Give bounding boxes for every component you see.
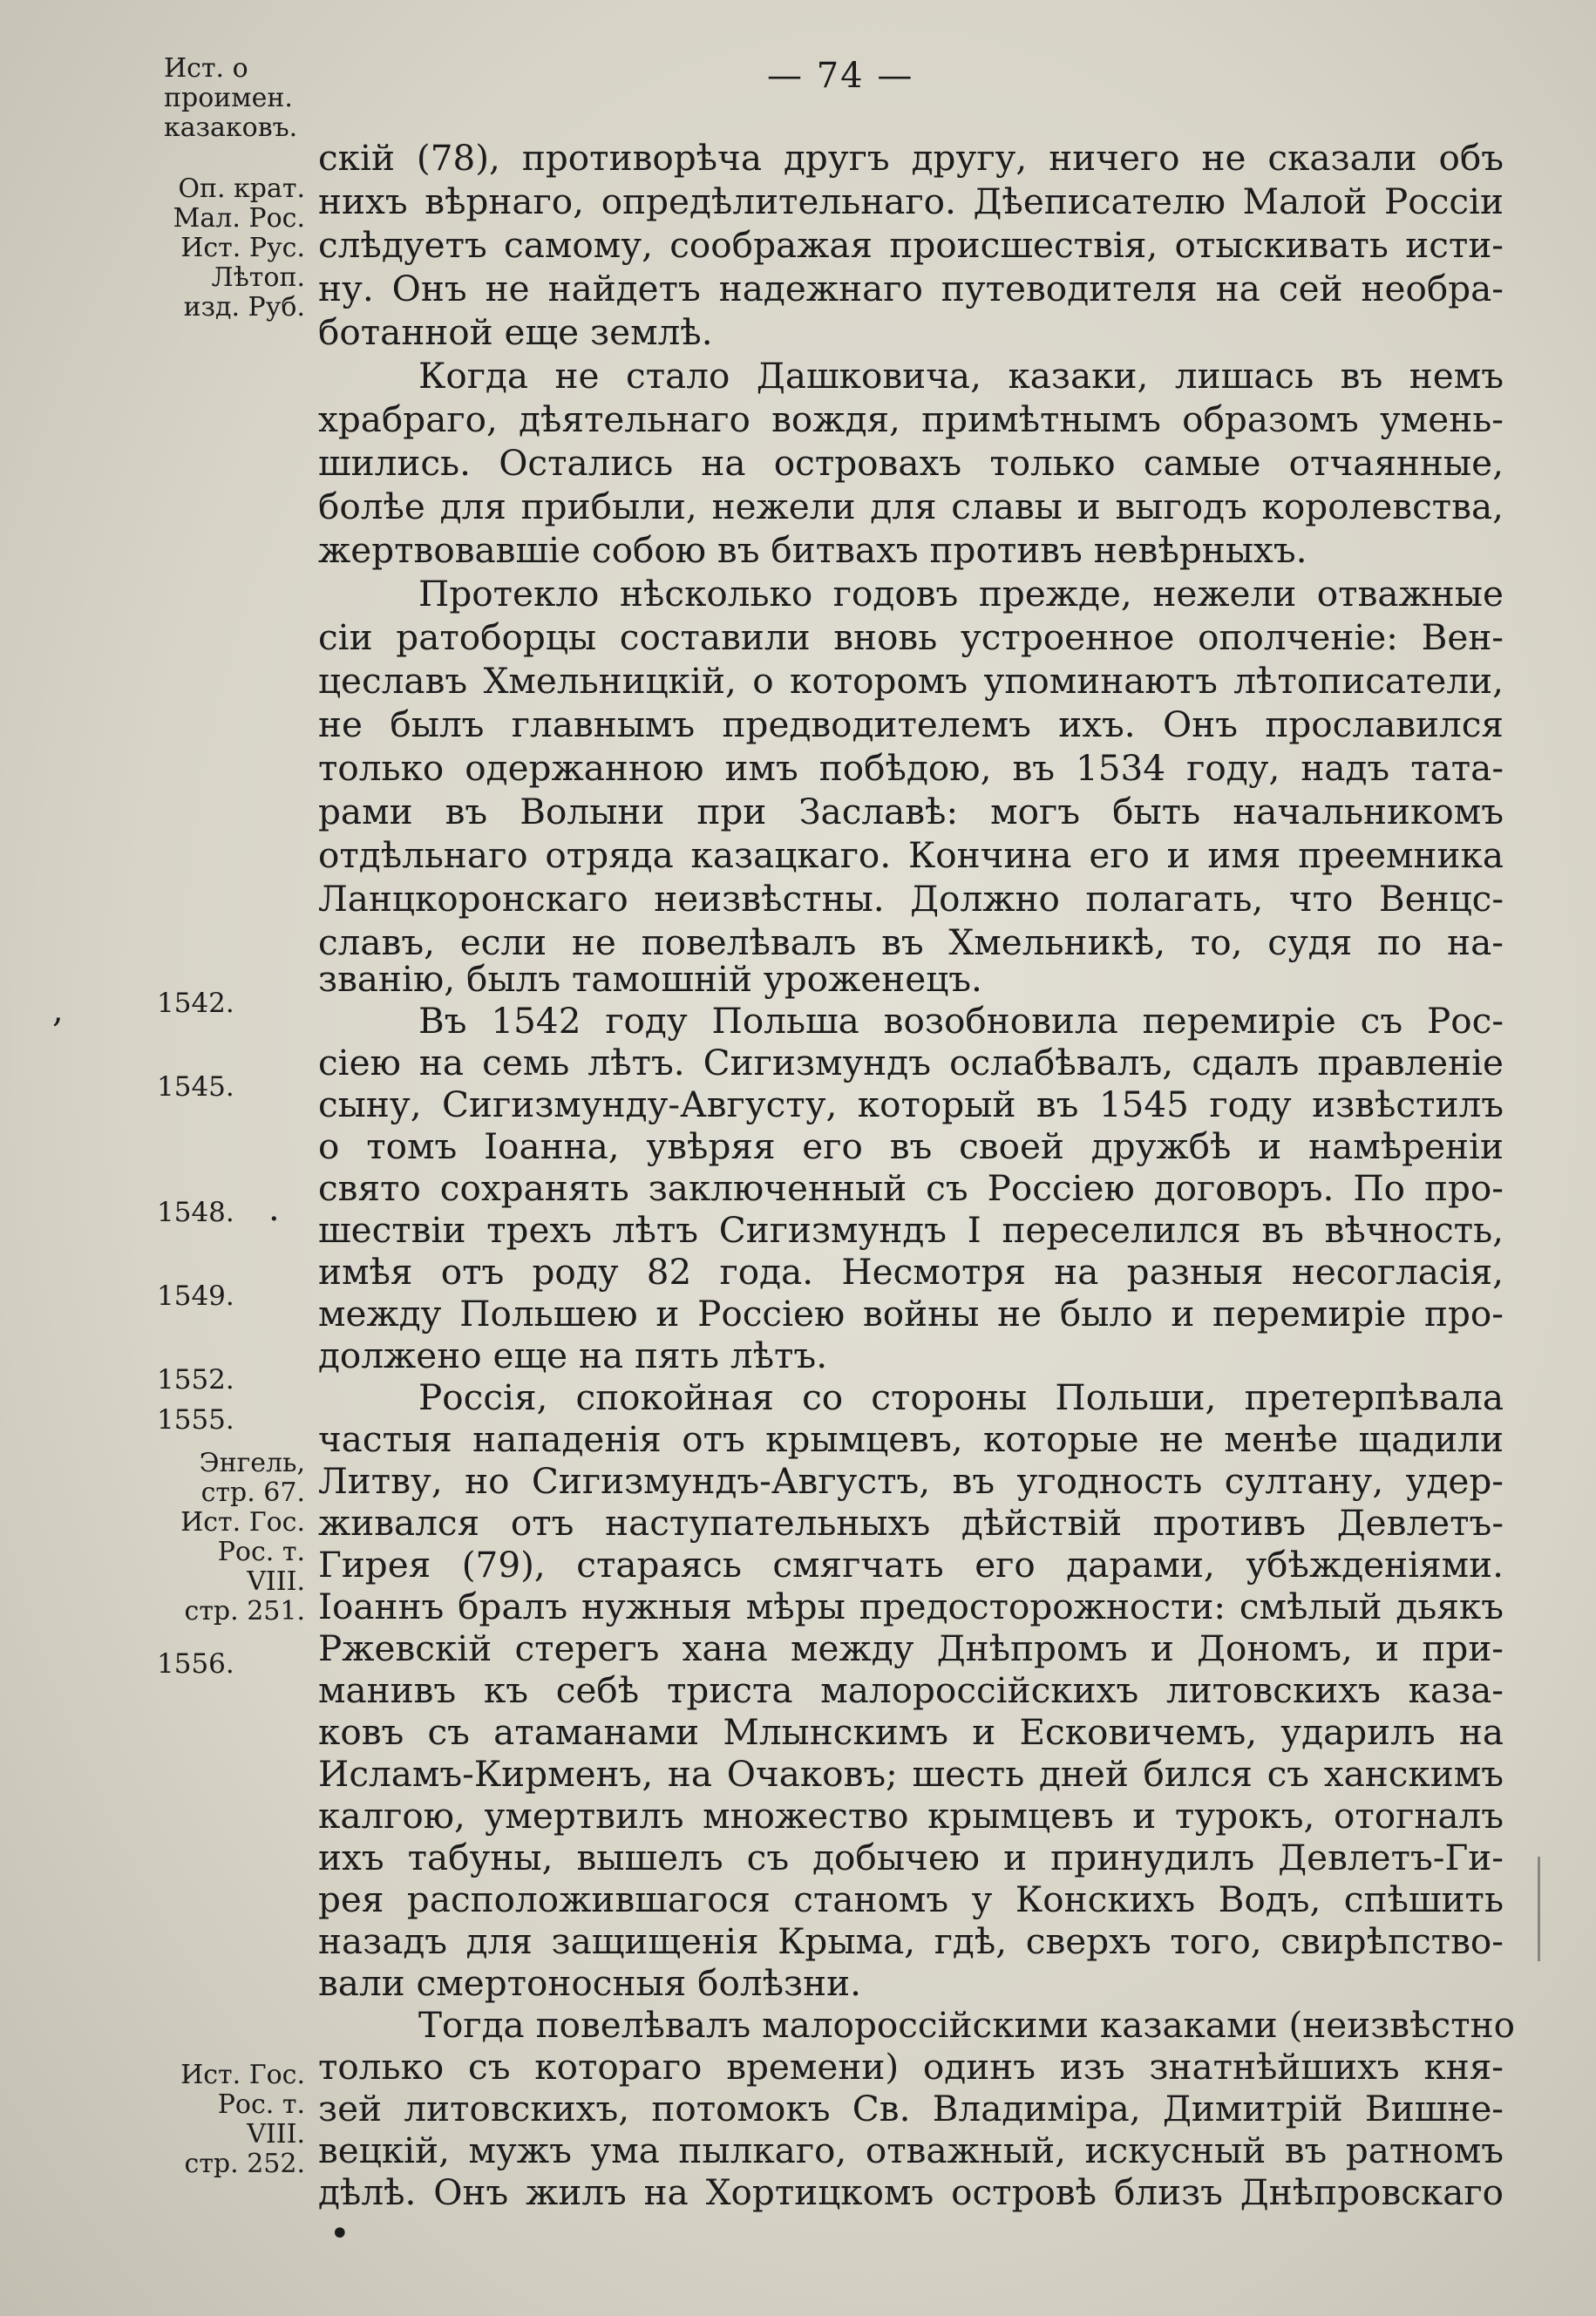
print-speck: • (329, 2214, 350, 2254)
text-line: храбраго, дѣятельнаго вождя, примѣтнымъ образомъ умень- (318, 398, 1504, 440)
text-line: нихъ вѣрнаго, опредѣлительнаго. Дѣеписателю Малой Россіи (318, 180, 1504, 222)
text-line: ихъ табуны, вышелъ съ добычею и принудилъ Девлетъ-Ги- (318, 1837, 1504, 1878)
margin-note-year-1545: 1545. (157, 1071, 234, 1103)
text-line: шествіи трехъ лѣтъ Сигизмундъ I переселился въ вѣчность, (318, 1209, 1504, 1251)
text-line: цеславъ Хмельницкій, о которомъ упоминаютъ лѣтописатели, (318, 660, 1504, 702)
text-line: вецкій, мужъ ума пылкаго, отважный, искусный въ ратномъ (318, 2129, 1504, 2171)
text-line: Исламъ-Кирменъ, на Очаковъ; шесть дней бился съ ханскимъ (318, 1753, 1504, 1795)
margin-note-engel: Энгель, стр. 67. Ист. Гос. Рос. т. VIII. стр. 251. (180, 1448, 305, 1627)
margin-note-ist-o: Ист. о проимен. казаковъ. (164, 53, 298, 143)
text-line: должено еще на пять лѣтъ. (318, 1335, 828, 1376)
text-line: не былъ главнымъ предводителемъ ихъ. Онъ прославился (318, 703, 1504, 745)
margin-note-ist-gos-2: Ист. Гос. Рос. т. VIII. стр. 252. (180, 2060, 305, 2179)
text-line: частыя нападенія отъ крымцевъ, которые не менѣе щадили (318, 1418, 1504, 1460)
text-line: Ланцкоронскаго неизвѣстны. Должно полагать, что Венцс- (318, 878, 1504, 920)
text-line: живался отъ наступательныхъ дѣйствій противъ Девлетъ- (318, 1502, 1504, 1544)
margin-note-op-krat: Оп. крат. Мал. Рос. Ист. Рус. Лѣтоп. изд. Руб. (173, 173, 305, 323)
margin-note-year-1552: 1552. (157, 1364, 234, 1396)
text-line: Въ 1542 году Польша возобновила перемиріе съ Рос- (418, 1000, 1504, 1042)
text-line: слѣдуетъ самому, соображая происшествія, отыскивать исти- (318, 224, 1504, 266)
text-line: Россія, спокойная со стороны Польши, претерпѣвала (418, 1376, 1504, 1418)
text-line: Ржевскій стерегъ хана между Днѣпромъ и Дономъ, и при- (318, 1627, 1504, 1669)
text-line: званію, былъ тамошній уроженецъ. (318, 958, 982, 1000)
text-line: Іоаннъ бралъ нужныя мѣры предосторожности: смѣлый дьякъ (318, 1586, 1504, 1627)
text-line: болѣе для прибыли, нежели для славы и выгодъ королевства, (318, 486, 1504, 527)
text-line: Литву, но Сигизмундъ-Августъ, въ угодность султану, удер- (318, 1460, 1504, 1502)
text-line: ботанной еще землѣ. (318, 311, 713, 353)
text-line: Тогда повелѣвалъ малороссійскими казаками (неизвѣстно (418, 2004, 1515, 2046)
text-line: ковъ съ атаманами Млынскимъ и Есковичемъ, ударилъ на (318, 1711, 1504, 1753)
text-line: вали смертоносныя болѣзни. (318, 1962, 861, 2004)
text-line: Протекло нѣсколько годовъ прежде, нежели отважные (418, 573, 1504, 615)
text-line: сыну, Сигизмунду-Августу, который въ 1545 году извѣстилъ (318, 1083, 1504, 1125)
margin-note-year-1556: 1556. (157, 1648, 234, 1680)
text-line: зей литовскихъ, потомокъ Св. Владиміра, Димитрій Вишне- (318, 2088, 1504, 2129)
text-line: рами въ Волыни при Заславѣ: могъ быть начальникомъ (318, 791, 1504, 832)
text-line: о томъ Іоанна, увѣряя его въ своей дружбѣ и намѣреніи (318, 1125, 1504, 1167)
text-line: сіею на семь лѣтъ. Сигизмундъ ослабѣвалъ, сдалъ правленіе (318, 1042, 1504, 1083)
margin-note-year-1542: 1542. (157, 988, 234, 1019)
text-line: отдѣльнаго отряда казацкаго. Кончина его и имя преемника (318, 834, 1504, 876)
page-number: — 74 — (767, 56, 914, 96)
text-line: славъ, если не повелѣвалъ въ Хмельникѣ, то, судя по на- (318, 921, 1504, 963)
text-line: скій (78), противорѣча другъ другу, ничего не сказали объ (318, 137, 1504, 179)
margin-note-year-1549: 1549. (157, 1280, 234, 1312)
text-line: только съ котораго времени) одинъ изъ знатнѣйшихъ кня- (318, 2046, 1504, 2088)
text-line: жертвовавшіе собою въ битвахъ противъ невѣрныхъ. (318, 529, 1307, 571)
text-line: имѣя отъ роду 82 года. Несмотря на разныя несогласія, (318, 1251, 1504, 1293)
text-line: манивъ къ себѣ триста малороссійскихъ литовскихъ каза- (318, 1669, 1504, 1711)
text-line: шились. Остались на островахъ только самые отчаянные, (318, 442, 1504, 484)
print-speck: , (52, 990, 64, 1030)
text-line: ну. Онъ не найдетъ надежнаго путеводителя на сей необра- (318, 268, 1504, 309)
text-line: назадъ для защищенія Крыма, гдѣ, сверхъ того, свирѣпство- (318, 1920, 1504, 1962)
text-line: сіи ратоборцы составили вновь устроенное ополченіе: Вен- (318, 616, 1504, 658)
margin-pencil-mark (1538, 1857, 1540, 1961)
margin-note-year-1548: 1548. (157, 1197, 234, 1228)
margin-note-year-1555: 1555. (157, 1404, 234, 1436)
text-line: только одержанною имъ побѣдою, въ 1534 году, надъ тата- (318, 747, 1504, 789)
text-line: рея расположившагося станомъ у Конскихъ Водъ, спѣшить (318, 1878, 1504, 1920)
text-line: дѣлѣ. Онъ жилъ на Хортицкомъ островѣ близъ Днѣпровскаго (318, 2171, 1504, 2213)
text-line: Гирея (79), стараясь смягчать его дарами, убѣжденіями. (318, 1544, 1504, 1586)
text-line: Когда не стало Дашковича, казаки, лишась въ немъ (418, 355, 1504, 397)
text-line: между Польшею и Россіею войны не было и перемиріе про- (318, 1293, 1504, 1335)
text-line: свято сохранять заключенный съ Россіею договоръ. По про- (318, 1167, 1504, 1209)
print-speck: · (268, 1199, 280, 1240)
text-line: калгою, умертвилъ множество крымцевъ и турокъ, отогналъ (318, 1795, 1504, 1837)
